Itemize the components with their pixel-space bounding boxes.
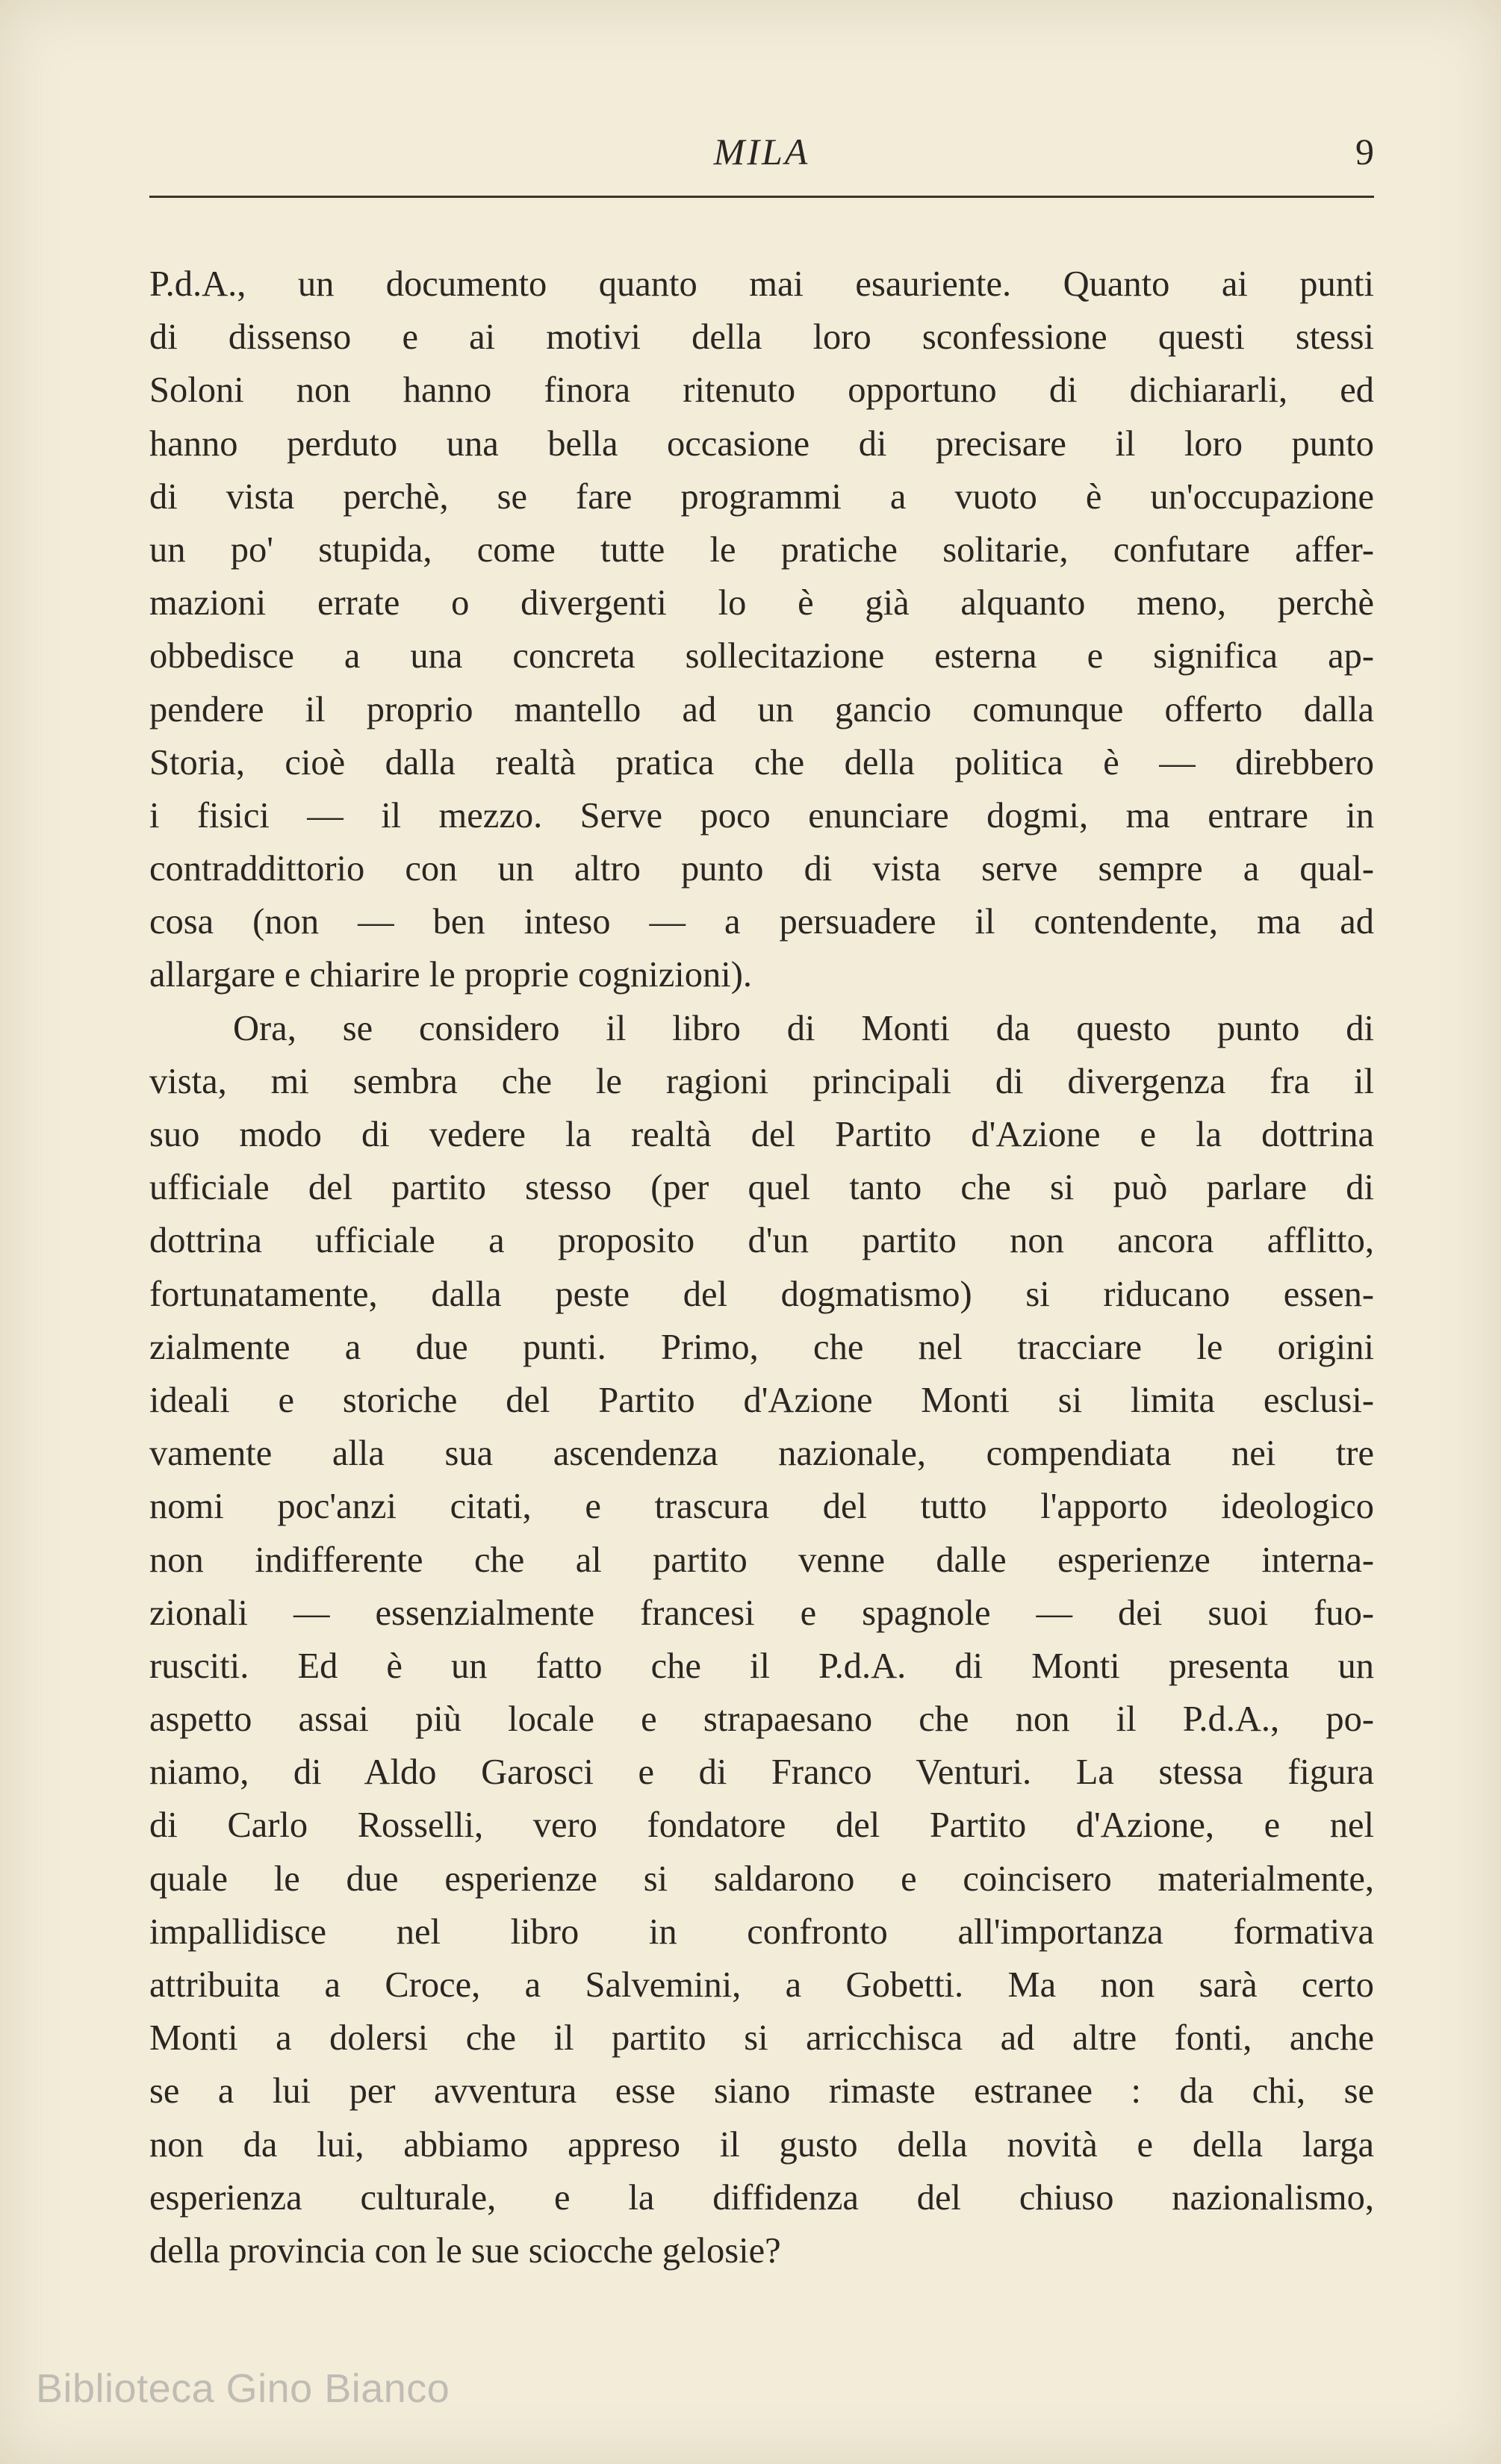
text-line: rusciti. Ed è un fatto che il P.d.A. di Monti presenta un (149, 1646, 1374, 1686)
text-line: obbedisce a una concreta sollecitazione esterna e significa ap- (149, 636, 1374, 676)
text-line: esperienza culturale, e la diffidenza del chiuso nazionalismo, (149, 2177, 1374, 2218)
text-line: di vista perchè, se fare programmi a vuoto è un'occupazione (149, 476, 1374, 517)
text-line: non indifferente che al partito venne dalle esperienze interna- (149, 1540, 1374, 1580)
text-line: ufficiale del partito stesso (per quel tanto che si può parlare di (149, 1168, 1374, 1208)
text-line: di dissenso e ai motivi della loro sconfessione questi stessi (149, 317, 1374, 358)
text-line: contraddittorio con un altro punto di vista serve sempre a qual- (149, 849, 1374, 889)
text-line: impallidisce nel libro in confronto all'importanza formativa (149, 1911, 1374, 1952)
paragraph-2 (149, 1002, 1374, 2278)
text-line: hanno perduto una bella occasione di precisare il loro punto (149, 423, 1374, 464)
text-line: un po' stupida, come tutte le pratiche solitarie, confutare affer- (149, 529, 1374, 570)
text-line: cosa (non — ben inteso — a persuadere il contendente, ma ad (149, 902, 1374, 942)
text-line: aspetto assai più locale e strapaesano che non il P.d.A., po- (149, 1699, 1374, 1740)
text-line: suo modo di vedere la realtà del Partito d'Azione e la dottrina (149, 1115, 1374, 1154)
library-watermark: Biblioteca Gino Bianco (36, 2366, 450, 2411)
text-line: zialmente a due punti. Primo, che nel tracciare le origini (149, 1327, 1374, 1367)
text-line: fortunatamente, dalla peste del dogmatismo) si riducano essen- (149, 1274, 1374, 1314)
text-line: dottrina ufficiale a proposito d'un partito non ancora afflitto, (149, 1221, 1374, 1261)
running-title: MILA (713, 131, 810, 172)
text-line: Monti a dolersi che il partito si arricchisca ad altre fonti, anche (149, 2018, 1374, 2059)
text-line: della provincia con le sue sciocche gelosie? (149, 2230, 781, 2271)
text-line: P.d.A., un documento quanto mai esauriente. Quanto ai punti (149, 264, 1374, 304)
text-line: mazioni errate o divergenti lo è già alquanto meno, perchè (149, 583, 1374, 623)
text-line: quale le due esperienze si saldarono e coincisero materialmente, (149, 1858, 1374, 1899)
text-line: i fisici — il mezzo. Serve poco enunciare dogmi, ma entrare in (149, 795, 1374, 836)
body-text (149, 258, 1374, 2277)
text-line: Ora, se considero il libro di Monti da questo punto di (233, 1008, 1374, 1048)
text-line: se a lui per avventura esse siano rimaste estranee : da chi, se (149, 2071, 1374, 2112)
page-header (149, 125, 1374, 178)
text-line: non da lui, abbiamo appreso il gusto della novità e della larga (149, 2124, 1374, 2165)
text-line: nomi poc'anzi citati, e trascura del tutto l'apporto ideologico (149, 1487, 1374, 1527)
page-number: 9 (1355, 131, 1374, 172)
text-line: vista, mi sembra che le ragioni principali di divergenza fra il (149, 1061, 1374, 1101)
text-line: vamente alla sua ascendenza nazionale, compendiata nei tre (149, 1434, 1374, 1474)
text-line: allargare e chiarire le proprie cognizioni). (149, 955, 753, 995)
text-line: ideali e storiche del Partito d'Azione Monti si limita esclusi- (149, 1380, 1374, 1420)
text-line: Storia, cioè dalla realtà pratica che della politica è — direbbero (149, 742, 1374, 783)
text-line: pendere il proprio mantello ad un gancio comunque offerto dalla (149, 689, 1374, 729)
header-rule (149, 196, 1374, 198)
text-line: attribuita a Croce, a Salvemini, a Gobetti. Ma non sarà certo (149, 1965, 1374, 2005)
text-line: Soloni non hanno finora ritenuto opportuno di dichiararli, ed (149, 370, 1374, 411)
text-line: di Carlo Rosselli, vero fondatore del Partito d'Azione, e nel (149, 1805, 1374, 1846)
text-line: zionali — essenzialmente francesi e spagnole — dei suoi fuo- (149, 1593, 1374, 1633)
paragraph-1 (149, 258, 1374, 1002)
text-line: niamo, di Aldo Garosci e di Franco Venturi. La stessa figura (149, 1752, 1374, 1793)
